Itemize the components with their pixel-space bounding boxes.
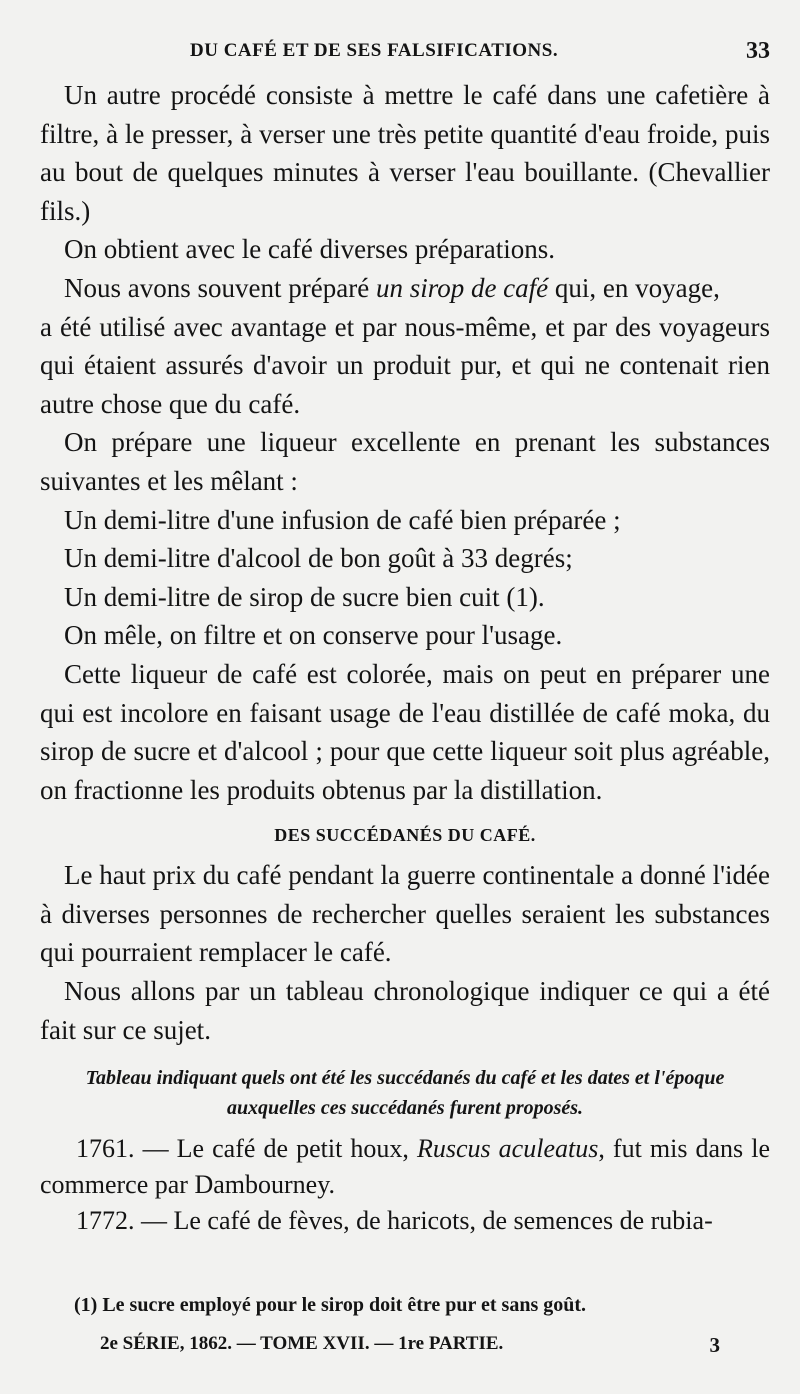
page-header	[40, 40, 770, 70]
paragraph: a été utilisé avec avantage et par nous-même, et par des voyageurs qui étaient assurés d'avoir un produit pur, et qui ne contenait rien autre chose que du café.	[40, 311, 770, 419]
page-footer	[100, 1333, 720, 1355]
entry-year: 1772.	[76, 1206, 135, 1236]
paragraph: Nous allons par un tableau chronologique indiquer ce qui a été fait sur ce sujet.	[40, 976, 770, 1045]
paragraph-sirop	[40, 269, 770, 308]
sirop-italic: un sirop de café	[375, 272, 549, 303]
recipe-line: Un demi-litre d'alcool de bon goût à 33 degrés;	[64, 543, 573, 574]
chronology-entry	[40, 1131, 770, 1203]
running-title: DU CAFÉ ET DE SES FALSIFICATIONS.	[190, 40, 559, 61]
sirop-text-after: qui, en voyage,	[548, 272, 720, 303]
sirop-text-before: Nous avons souvent préparé	[64, 272, 376, 303]
recipe-line: On mêle, on filtre et on conserve pour l'usage.	[64, 620, 563, 651]
entry-text: — Le café de fèves, de haricots, de semences de rubia-	[134, 1206, 713, 1236]
recipe-line: Un demi-litre de sirop de sucre bien cuit (1).	[64, 581, 545, 612]
signature-mark: 3	[709, 1333, 720, 1357]
entry-text: — Le café de petit houx,	[134, 1134, 417, 1164]
entry-latin-name: Ruscus aculeatus	[416, 1134, 599, 1164]
footnote: (1) Le sucre employé pour le sirop doit être pur et sans goût.	[74, 1294, 587, 1316]
paragraph: On obtient avec le café diverses préparations.	[64, 234, 556, 265]
recipe-line: Un demi-litre d'une infusion de café bien préparée ;	[64, 504, 621, 535]
paragraph: Cette liqueur de café est colorée, mais on peut en préparer une qui est incolore en faisant usage de l'eau distillée de café moka, du sirop de sucre et d'alcool ; pour que cette liqueur soit plus agréable, on fractionne les produits obtenus par la distillation.	[40, 658, 770, 805]
page-number: 33	[746, 38, 770, 64]
paragraph: Un autre procédé consiste à mettre le café dans une cafetière à filtre, à le presser, à verser une très petite quantité d'eau froide, puis au bout de quelques minutes à verser l'eau bouillante. (Chevallier fils.)	[40, 80, 770, 226]
paragraph: On prépare une liqueur excellente en prenant les substances suivantes et les mêlant :	[40, 427, 770, 496]
series-info: 2e SÉRIE, 1862. — TOME XVII. — 1re PARTIE.	[100, 1333, 504, 1354]
section-title: DES SUCCÉDANÉS DU CAFÉ.	[274, 825, 536, 846]
chronology-entry	[40, 1203, 770, 1239]
paragraph: Le haut prix du café pendant la guerre continentale a donné l'idée à diverses personnes de rechercher quelles seraient les substances qui pourraient remplacer le café.	[40, 860, 770, 968]
entry-text: , fut mis dans le commerce par Dambourney.	[40, 1134, 770, 1200]
table-caption: Tableau indiquant quels ont été les succédanés du café et les dates et l'époque auxquelles ces succédanés furent proposés.	[85, 1067, 725, 1120]
page-body	[40, 76, 770, 1239]
entry-year: 1761.	[76, 1134, 135, 1164]
